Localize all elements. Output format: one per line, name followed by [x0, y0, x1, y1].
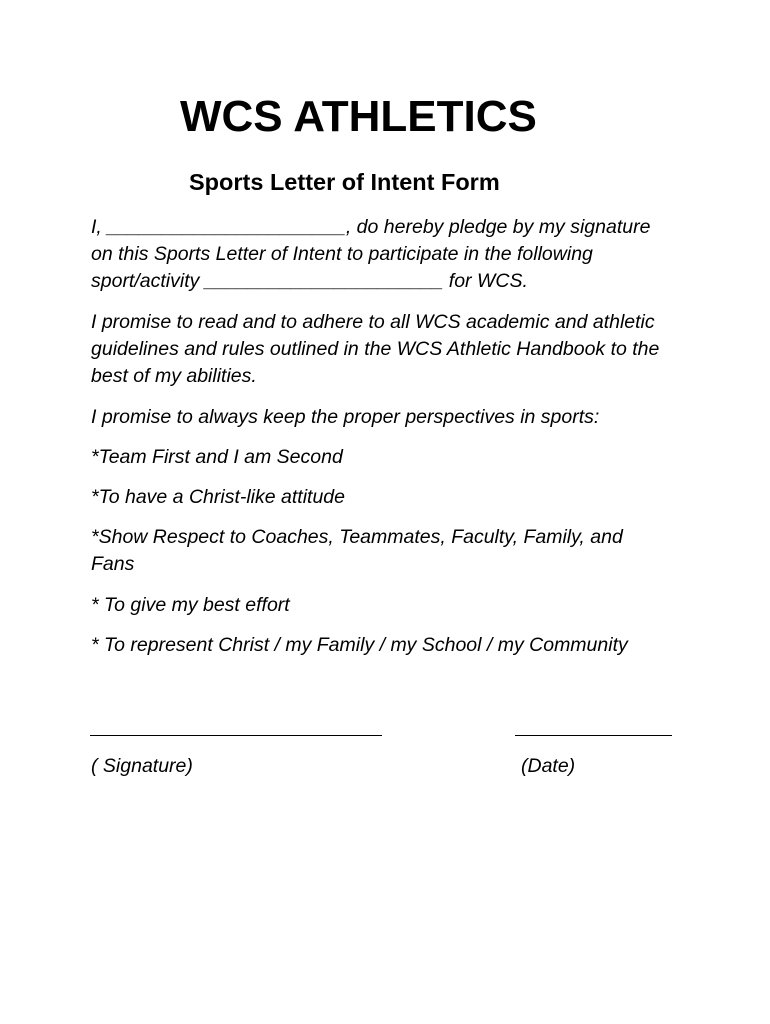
pledge-line-3: sport/activity ______________________ for WCS.	[91, 270, 528, 292]
bullet-best-effort: * To give my best effort	[91, 594, 290, 616]
date-label: (Date)	[521, 755, 576, 777]
perspectives-promise: I promise to always keep the proper perspectives in sports:	[91, 406, 600, 428]
pledge-paragraph	[91, 214, 691, 295]
handbook-promise-line-1: I promise to read and to adhere to all WCS academic and athletic	[91, 311, 655, 333]
bullet-show-respect-line-1: *Show Respect to Coaches, Teammates, Faculty, Family, and	[91, 526, 623, 548]
form-subtitle: Sports Letter of Intent Form	[189, 169, 500, 195]
signature-line[interactable]	[90, 735, 382, 736]
bullet-show-respect	[91, 524, 691, 578]
pledge-line-2: on this Sports Letter of Intent to participate in the following	[91, 243, 593, 265]
handbook-promise-line-2: guidelines and rules outlined in the WCS Athletic Handbook to the	[91, 338, 660, 360]
signature-label: ( Signature)	[91, 755, 193, 777]
bullet-show-respect-line-2: Fans	[91, 553, 135, 575]
pledge-line-1: I, ______________________, do hereby pledge by my signature	[91, 216, 651, 238]
handbook-promise-line-3: best of my abilities.	[91, 365, 257, 387]
form-title: WCS ATHLETICS	[180, 92, 537, 141]
bullet-represent: * To represent Christ / my Family / my School / my Community	[91, 634, 628, 656]
bullet-team-first: *Team First and I am Second	[91, 446, 343, 468]
bullet-christ-like: *To have a Christ-like attitude	[91, 486, 345, 508]
date-line[interactable]	[515, 735, 672, 736]
handbook-promise-paragraph	[91, 309, 691, 390]
